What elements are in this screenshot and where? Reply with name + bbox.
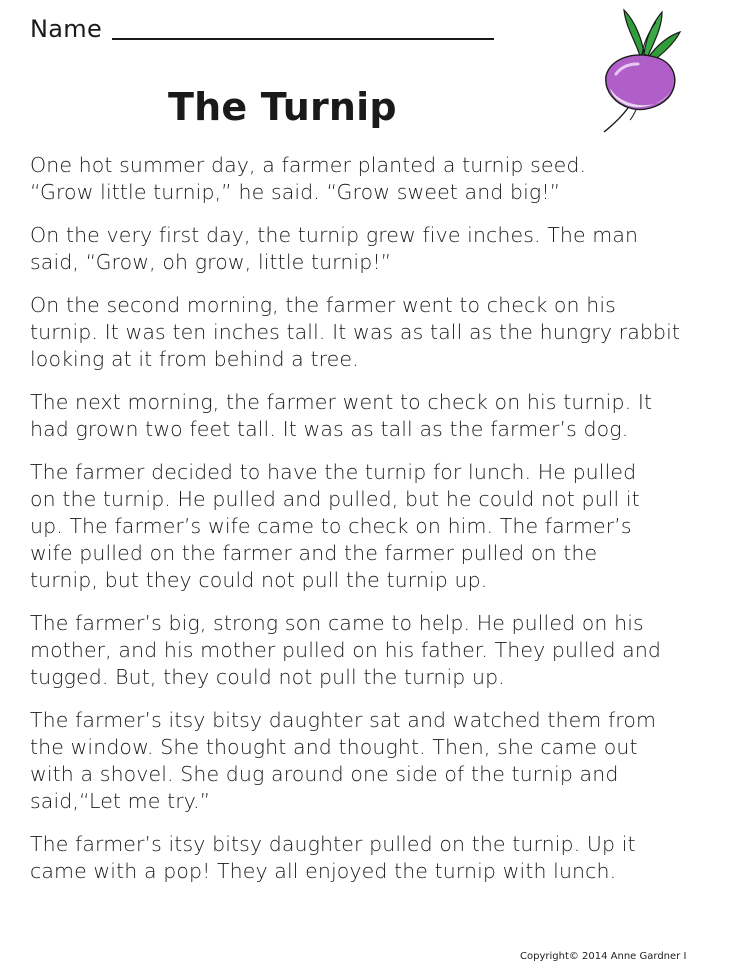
story-paragraph: On the second morning, the farmer went to check on his turnip. It was ten inches tall. It was as tall as the hungry rabbit looking at it from behind a tree. xyxy=(30,293,681,371)
turnip-icon xyxy=(596,4,688,134)
story-paragraph: On the very first day, the turnip grew five inches. The man said, “Grow, oh grow, little turnip!” xyxy=(30,223,639,274)
story-paragraph: The next morning, the farmer went to check on his turnip. It had grown two feet tall. It was as tall as the farmer’s dog. xyxy=(30,390,653,441)
name-label: Name xyxy=(30,15,103,43)
story-paragraph: The farmer’s big, strong son came to help. He pulled on his mother, and his mother pulled on his father. They pulled and tugged. But, they could not pull the turnip up. xyxy=(30,611,662,689)
name-blank-line[interactable] xyxy=(112,38,494,40)
copyright-notice: Copyright© 2014 Anne Gardner I xyxy=(520,951,687,962)
story-paragraph: The farmer’s itsy bitsy daughter sat and watched them from the window. She thought and thought. Then, she came out with a shovel. She dug around one side of the turnip and said,“Let me try.” xyxy=(30,708,657,813)
story-paragraph: The farmer’s itsy bitsy daughter pulled on the turnip. Up it came with a pop! They all enjoyed the turnip with lunch. xyxy=(30,832,636,883)
name-field-row xyxy=(30,14,494,44)
story-paragraph: The farmer decided to have the turnip for lunch. He pulled on the turnip. He pulled and pulled, but he could not pull it up. The farmer’s wife came to check on him. The farmer’s wife pulled on the farmer and the farmer pulled on the turnip, but they could not pull the turnip up. xyxy=(30,460,640,592)
story-body xyxy=(30,152,705,901)
page-title: The Turnip xyxy=(168,85,397,129)
story-paragraph: One hot summer day, a farmer planted a turnip seed. “Grow little turnip,” he said. “Grow sweet and big!” xyxy=(30,153,587,204)
